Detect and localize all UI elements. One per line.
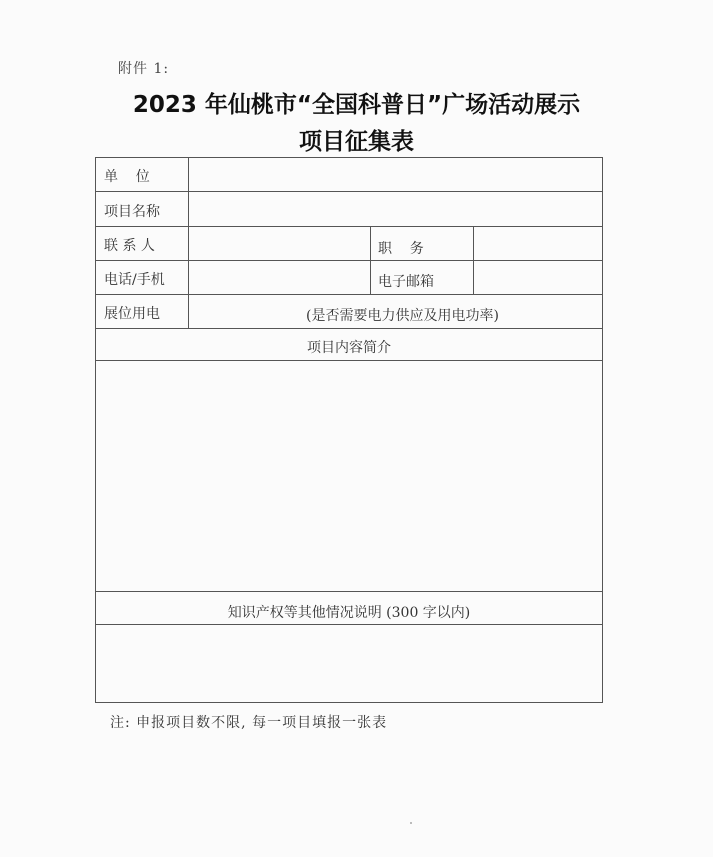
contact-field[interactable] [190, 228, 369, 259]
page-title-line2: 项目征集表 [299, 129, 414, 155]
project-name-field[interactable] [190, 193, 602, 225]
row-divider-2 [96, 226, 602, 227]
phone-label: 电话/手机 [104, 272, 165, 288]
position-field[interactable] [475, 228, 602, 259]
row-divider-6 [96, 360, 602, 361]
row-divider-4 [96, 294, 602, 295]
page-title-line1: 2023 年仙桃市“全国科普日”广场活动展示 [132, 92, 581, 118]
row-divider-7 [96, 591, 602, 592]
scan-speck [410, 822, 412, 824]
footnote: 注: 申报项目数不限, 每一项目填报一张表 [110, 715, 388, 731]
power-field[interactable] [190, 296, 602, 327]
row-divider-3 [96, 260, 602, 261]
label-column-divider [188, 158, 189, 328]
unit-field[interactable] [190, 159, 602, 190]
collection-form-table [95, 157, 603, 703]
power-label: 展位用电 [104, 306, 160, 322]
email-label: 电子邮箱 [378, 274, 434, 290]
row-divider-1 [96, 191, 602, 192]
unit-label: 单 位 [104, 169, 150, 185]
project-name-label: 项目名称 [104, 204, 160, 220]
attachment-label: 附件 1: [118, 61, 170, 77]
ip-field[interactable] [97, 626, 601, 701]
power-hint: (是否需要电力供应及用电功率) [306, 308, 499, 324]
phone-field[interactable] [190, 262, 369, 293]
email-field[interactable] [475, 262, 602, 293]
intro-header: 项目内容简介 [307, 340, 391, 356]
contact-label: 联 系 人 [104, 238, 155, 254]
right-column-divider [473, 226, 474, 294]
mid-column-divider [370, 226, 371, 294]
row-divider-8 [96, 624, 602, 625]
position-label: 职 务 [378, 241, 424, 257]
intro-field[interactable] [97, 362, 601, 590]
row-divider-5 [96, 328, 602, 329]
ip-header: 知识产权等其他情况说明 (300 字以内) [227, 605, 471, 621]
